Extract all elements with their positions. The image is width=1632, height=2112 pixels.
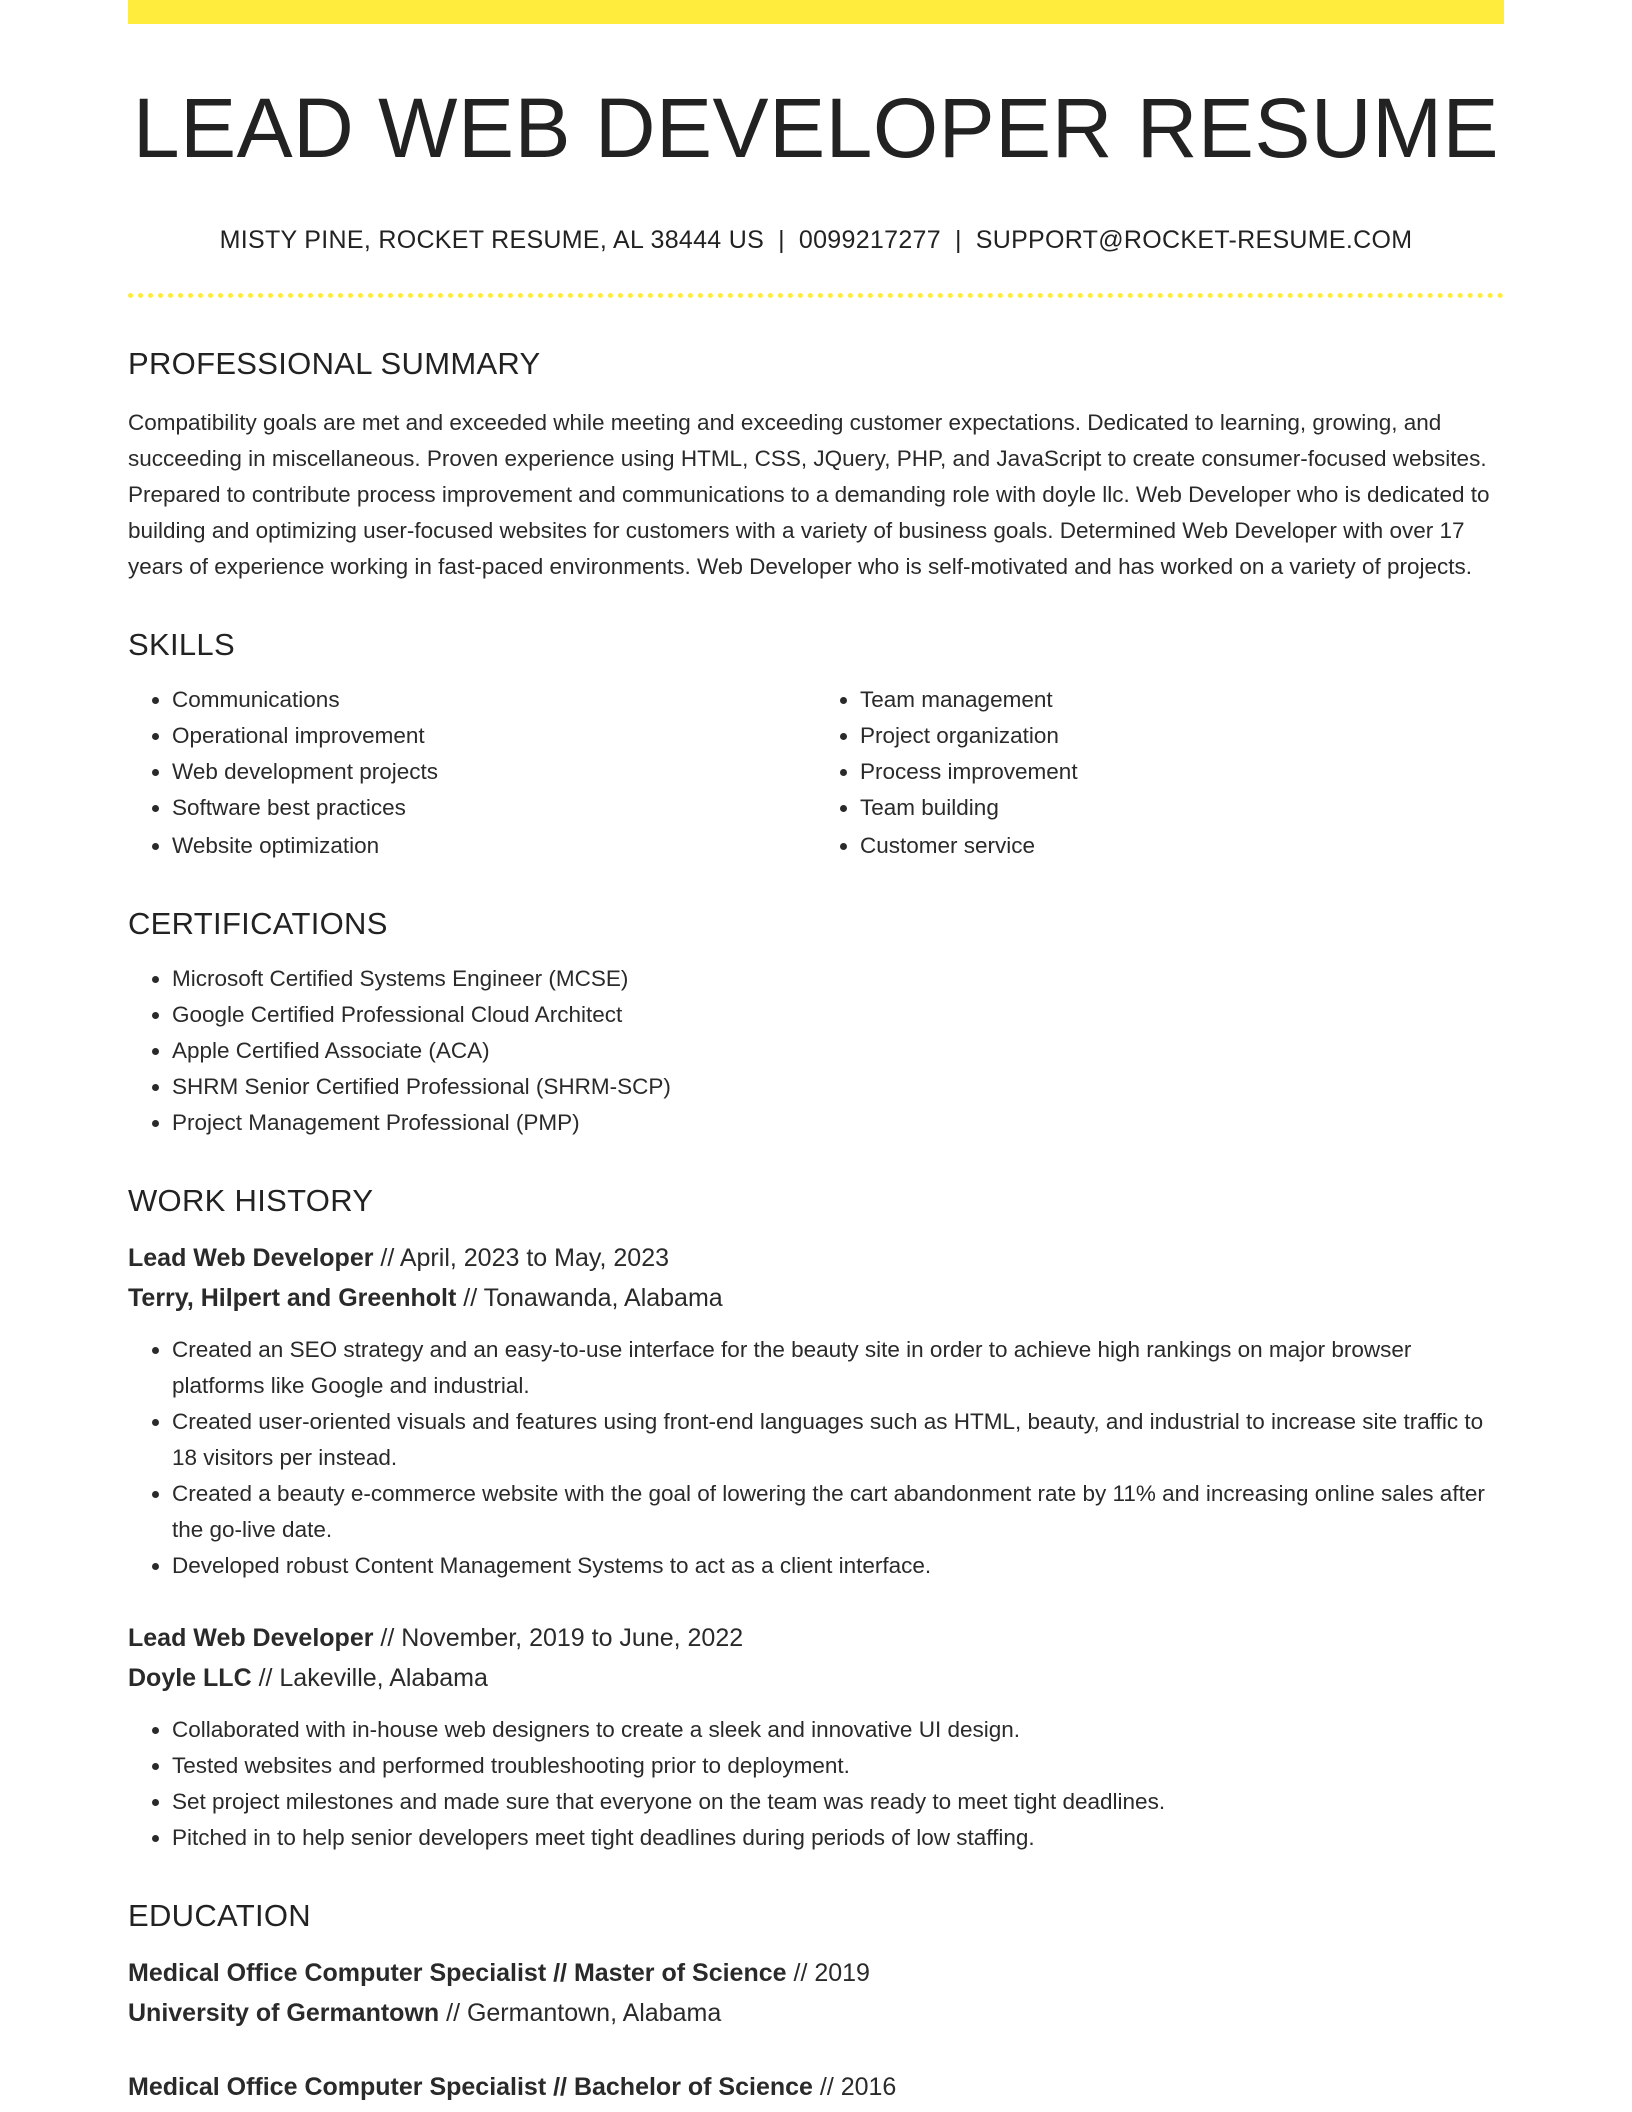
contact-address: MISTY PINE, ROCKET RESUME, AL 38444 US xyxy=(219,226,765,254)
summary-text: Compatibility goals are met and exceeded while meeting and exceeding customer expectations. Dedicated to learning, growing, and succeeding in miscellaneous. Proven experience using HTML, CSS, JQuery, PHP, and JavaScript to create consumer-focused websites. Prepared to contribute process improvement and communications to a demanding role with doyle llc. Web Developer who is dedicated to building and optimizing user-focused websites for customers with a variety of business goals. Determined Web Developer with over 17 years of experience working in fast-paced environments. Web Developer who is self-motivated and has worked on a variety of projects. xyxy=(128,410,1490,579)
education-location: // Germantown, Alabama xyxy=(439,1999,722,2027)
job-duty: • Created user-oriented visuals and features using front-end languages such as HTML, beauty, and industrial to increase site traffic to 18 visitors per instead. xyxy=(172,1404,1504,1476)
certifications-list xyxy=(128,961,1504,1141)
job-company: Doyle LLC xyxy=(128,1664,252,1692)
skill-item: • Project organization xyxy=(860,718,1504,754)
job-company-line xyxy=(128,1658,1504,1698)
education-degree-line xyxy=(128,2067,1504,2107)
skill-item: • Customer service xyxy=(860,828,1504,864)
resume-title: LEAD WEB DEVELOPER RESUME xyxy=(132,81,1500,175)
contact-separator: | xyxy=(778,226,785,254)
job-title: Lead Web Developer xyxy=(128,1624,374,1652)
job-duty: • Collaborated with in-house web designers to create a sleek and innovative UI design. xyxy=(172,1712,1504,1748)
skill-item: • Team building xyxy=(860,790,1504,826)
resume-page xyxy=(128,0,1504,2112)
education-entry xyxy=(128,2067,1504,2107)
contact-phone: 0099217277 xyxy=(798,226,941,254)
job-location: // Tonawanda, Alabama xyxy=(456,1284,723,1312)
contact-email: SUPPORT@ROCKET-RESUME.COM xyxy=(975,226,1413,254)
job-duties-list xyxy=(128,1332,1504,1584)
job-duty: • Tested websites and performed troubleshooting prior to deployment. xyxy=(172,1748,1504,1784)
education-school: University of Germantown xyxy=(128,1999,440,2027)
certifications-heading: CERTIFICATIONS xyxy=(128,906,388,941)
job-duty: • Set project milestones and made sure that everyone on the team was ready to meet tight deadlines. xyxy=(172,1784,1504,1820)
job-duty: • Created a beauty e-commerce website with the goal of lowering the cart abandonment rate by 11% and increasing online sales after the go-live date. xyxy=(172,1476,1504,1548)
job-dates: // April, 2023 to May, 2023 xyxy=(373,1244,669,1272)
certification-item: • Apple Certified Associate (ACA) xyxy=(172,1033,1504,1069)
job-title-line xyxy=(128,1618,1504,1658)
skills-list-left xyxy=(128,682,816,864)
education-degree: Medical Office Computer Specialist // Bachelor of Science xyxy=(128,2073,813,2101)
skills-list-right xyxy=(816,682,1504,864)
job-title-line xyxy=(128,1238,1504,1278)
certification-item: • Project Management Professional (PMP) xyxy=(172,1105,1504,1141)
job-duties-list xyxy=(128,1712,1504,1856)
certification-item: • Google Certified Professional Cloud Architect xyxy=(172,997,1504,1033)
skill-item: • Web development projects xyxy=(172,754,816,790)
summary-heading: PROFESSIONAL SUMMARY xyxy=(128,346,541,381)
education-heading: EDUCATION xyxy=(128,1898,311,1933)
job-duty: • Developed robust Content Management Systems to act as a client interface. xyxy=(172,1548,1504,1584)
education-degree-line xyxy=(128,1953,1504,1993)
contact-line xyxy=(128,226,1504,255)
skills-heading: SKILLS xyxy=(128,627,235,662)
skills-grid xyxy=(128,682,1504,864)
skill-item: • Operational improvement xyxy=(172,718,816,754)
header-divider xyxy=(128,293,1504,298)
skill-item: • Process improvement xyxy=(860,754,1504,790)
job-duty: • Pitched in to help senior developers meet tight deadlines during periods of low staffing. xyxy=(172,1820,1504,1856)
job-title: Lead Web Developer xyxy=(128,1244,374,1272)
education-school-line xyxy=(128,1993,1504,2033)
education-degree: Medical Office Computer Specialist // Master of Science xyxy=(128,1959,787,1987)
contact-separator: | xyxy=(954,226,962,254)
skill-item: • Team management xyxy=(860,682,1504,718)
job-company: Terry, Hilpert and Greenholt xyxy=(128,1284,457,1312)
skill-item: • Website optimization xyxy=(172,828,816,864)
job-duty: • Created an SEO strategy and an easy-to-use interface for the beauty site in order to achieve high rankings on major browser platforms like Google and industrial. xyxy=(172,1332,1504,1404)
certification-item: • SHRM Senior Certified Professional (SHRM-SCP) xyxy=(172,1069,1504,1105)
education-year: // 2016 xyxy=(812,2073,897,2101)
skill-item: • Communications xyxy=(172,682,816,718)
job-entry xyxy=(128,1618,1504,1856)
certification-item: • Microsoft Certified Systems Engineer (MCSE) xyxy=(172,961,1504,997)
top-accent-bar xyxy=(128,0,1504,24)
education-year: // 2019 xyxy=(786,1959,870,1987)
job-entry xyxy=(128,1238,1504,1584)
job-dates: // November, 2019 to June, 2022 xyxy=(373,1624,744,1652)
job-company-line xyxy=(128,1278,1504,1318)
education-entry xyxy=(128,1953,1504,2033)
work-history-heading: WORK HISTORY xyxy=(128,1183,374,1218)
job-location: // Lakeville, Alabama xyxy=(251,1664,488,1692)
skill-item: • Software best practices xyxy=(172,790,816,826)
